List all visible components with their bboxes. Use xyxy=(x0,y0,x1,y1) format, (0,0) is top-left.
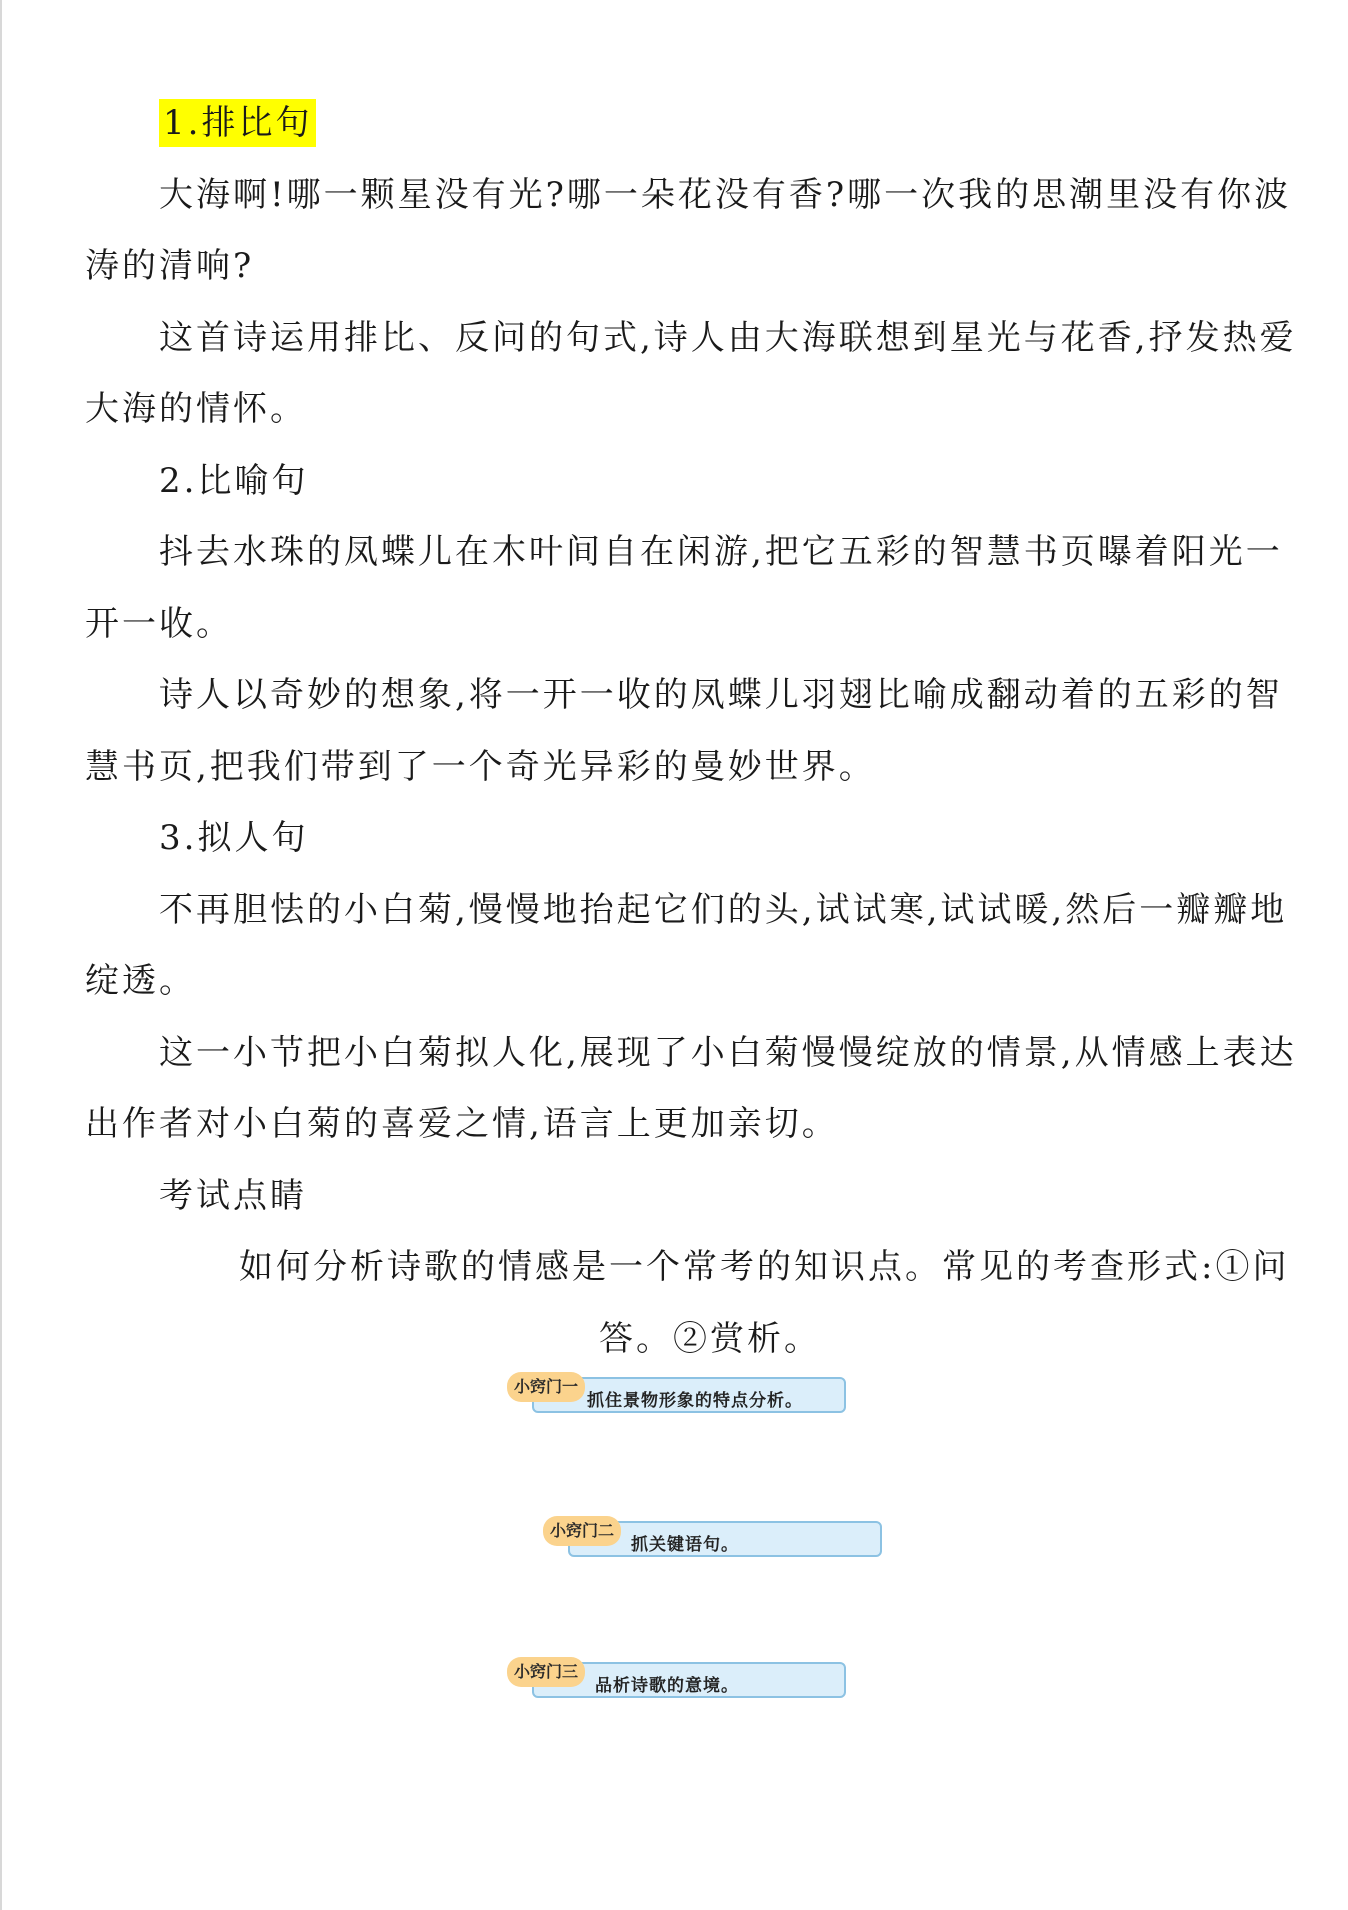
section-1-heading: 1.排比句 xyxy=(159,99,316,147)
section-2-explanation-line-1: 诗人以奇妙的想象,将一开一收的凤蝶儿羽翅比喻成翻动着的五彩的智 xyxy=(159,675,1283,715)
section-3-quote-line-1: 不再胆怯的小白菊,慢慢地抬起它们的头,试试寒,试试暖,然后一瓣瓣地 xyxy=(159,889,1288,930)
section-3-quote-line-2: 绽透。 xyxy=(85,961,196,1001)
section-3-explanation-line-2: 出作者对小白菊的喜爱之情,语言上更加亲切。 xyxy=(85,1104,839,1144)
document-page xyxy=(85,88,1297,1375)
section-1-explanation-line-2: 大海的情怀。 xyxy=(85,389,307,429)
section-2-explanation-line-2: 慧书页,把我们带到了一个奇光异彩的曼妙世界。 xyxy=(85,746,876,787)
section-1-explanation-line-1: 这首诗运用排比、反问的句式,诗人由大海联想到星光与花香,抒发热爱 xyxy=(159,317,1297,358)
page-edge-rule xyxy=(0,0,2,1910)
section-1-heading-row xyxy=(85,88,1275,160)
tip-tag: 小窍门二 xyxy=(543,1516,621,1546)
section-1-quote-line-1: 大海啊!哪一颗星没有光?哪一朵花没有香?哪一次我的思潮里没有你波 xyxy=(159,174,1292,215)
tip-tag: 小窍门一 xyxy=(507,1372,585,1402)
tip-tag: 小窍门三 xyxy=(507,1657,585,1687)
section-3-heading: 3.拟人句 xyxy=(159,818,309,858)
tip-text: 品析诗歌的意境。 xyxy=(595,1676,739,1696)
tip-text: 抓关键语句。 xyxy=(631,1535,739,1555)
section-3-explanation-line-1: 这一小节把小白菊拟人化,展现了小白菊慢慢绽放的情景,从情感上表达 xyxy=(159,1032,1297,1073)
exam-heading: 考试点睛 xyxy=(159,1175,307,1216)
exam-intro-line-1: 如何分析诗歌的情感是一个常考的知识点。常见的考查形式:①问 xyxy=(239,1247,1290,1287)
section-1-quote-line-2: 涛的清响? xyxy=(85,246,255,286)
exam-intro-line-2: 答。②赏析。 xyxy=(599,1318,821,1359)
section-2-quote-line-1: 抖去水珠的凤蝶儿在木叶间自在闲游,把它五彩的智慧书页曝着阳光一 xyxy=(159,532,1283,572)
tip-text: 抓住景物形象的特点分析。 xyxy=(587,1391,803,1411)
section-2-heading: 2.比喻句 xyxy=(159,460,309,501)
section-2-quote-line-2: 开一收。 xyxy=(85,603,233,644)
